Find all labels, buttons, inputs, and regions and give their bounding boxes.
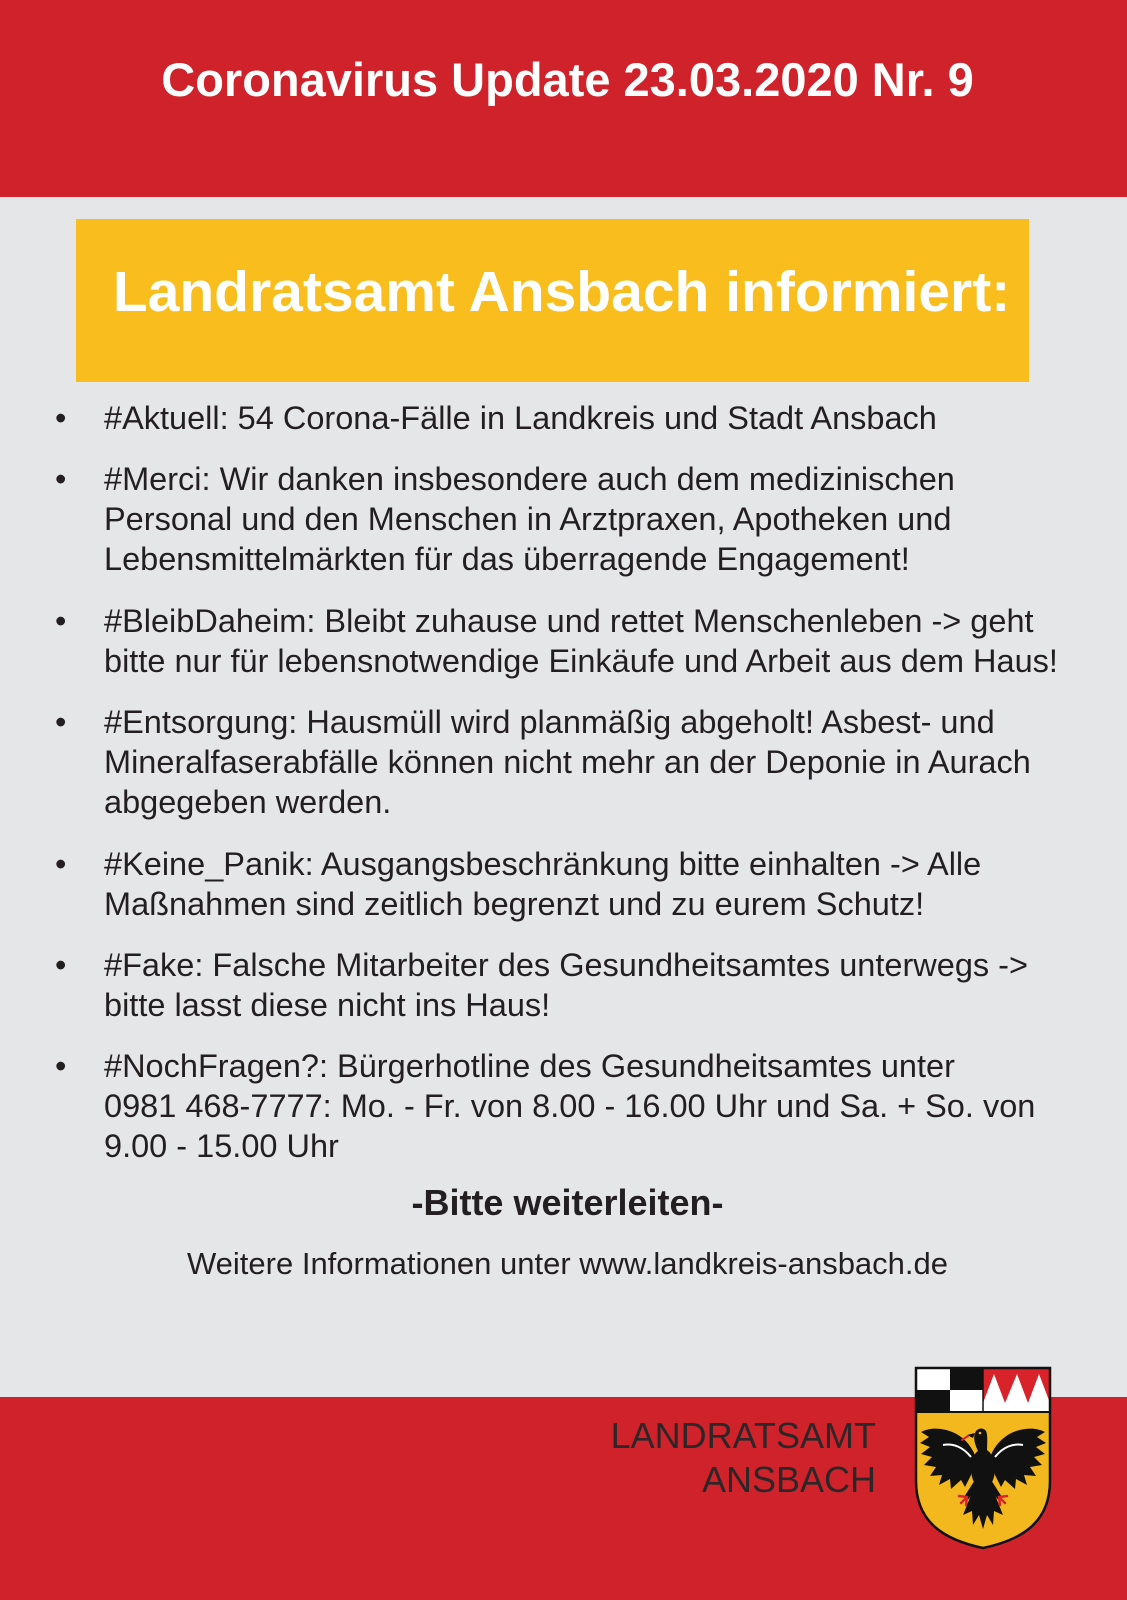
bullet-marker: • (55, 602, 67, 639)
shield-field (913, 1365, 1053, 1551)
list-item-nochfragen (0, 1046, 1127, 1166)
bullet-marker: • (55, 845, 67, 882)
item-line: #Entsorgung: Hausmüll wird planmäßig abgeholt! Asbest- und (104, 704, 995, 741)
item-line: #NochFragen?: Bürgerhotline des Gesundheitsamtes unter (104, 1048, 955, 1085)
list-item-bleibdaheim (0, 601, 1127, 681)
info-banner (76, 219, 1029, 382)
item-line: #Keine_Panik: Ausgangsbeschränkung bitte einhalten -> Alle (104, 845, 982, 882)
banner-title: Landratsamt Ansbach informiert: (112, 260, 1011, 324)
item-text (104, 1046, 1127, 1166)
item-line: bitte nur für lebensnotwendige Einkäufe und Arbeit aus dem Haus! (104, 642, 1058, 679)
item-line: 9.00 - 15.00 Uhr (104, 1128, 339, 1165)
bullet-marker: • (55, 461, 67, 498)
item-line: Personal und den Menschen in Arztpraxen, Apotheken und (104, 501, 952, 538)
chief-franconian-rake (983, 1368, 1050, 1412)
coat-of-arms-icon (913, 1365, 1053, 1551)
bullet-marker: • (55, 946, 67, 983)
item-text (104, 601, 1127, 681)
item-line: 0981 468-7777: Mo. - Fr. von 8.00 - 16.00 Uhr und Sa. + So. von (104, 1088, 1036, 1125)
item-text (104, 844, 1127, 924)
item-line: Lebensmittelmärkten für das überragende Engagement! (104, 541, 910, 578)
chief-quartered (916, 1368, 983, 1412)
header-band (0, 0, 1127, 197)
item-text (104, 945, 1127, 1025)
page-title: Coronavirus Update 23.03.2020 Nr. 9 (161, 53, 974, 106)
more-info-text: Weitere Informationen unter www.landkreis-ansbach.de (186, 1246, 949, 1281)
info-list (0, 398, 1127, 1188)
item-line: bitte lasst diese nicht ins Haus! (104, 986, 551, 1023)
org-name-line1: LANDRATSAMT (610, 1415, 876, 1456)
list-item-keine-panik (0, 844, 1127, 924)
forward-request: -Bitte weiterleiten- (411, 1182, 724, 1223)
list-item-entsorgung (0, 702, 1127, 822)
bullet-marker: • (55, 400, 67, 436)
item-line: #Fake: Falsche Mitarbeiter des Gesundheitsamtes unterwegs -> (104, 946, 1028, 983)
item-line: #Merci: Wir danken insbesondere auch dem medizinischen (104, 461, 955, 498)
item-text (104, 702, 1127, 822)
coat-of-arms-graphic (913, 1365, 1053, 1551)
item-text (104, 459, 1127, 579)
item-line: Mineralfaserabfälle können nicht mehr an der Deponie in Aurach (104, 744, 1031, 781)
item-text (104, 398, 1127, 438)
org-name-line2: ANSBACH (701, 1459, 876, 1500)
bullet-marker: • (55, 704, 67, 741)
list-item-merci (0, 459, 1127, 579)
list-item-fake (0, 945, 1127, 1025)
bullet-marker: • (55, 1048, 67, 1085)
item-line: #BleibDaheim: Bleibt zuhause und rettet Menschenleben -> geht (104, 602, 1034, 639)
item-line: #Aktuell: 54 Corona-Fälle in Landkreis und Stadt Ansbach (104, 400, 937, 436)
item-line: Maßnahmen sind zeitlich begrenzt und zu eurem Schutz! (104, 885, 925, 922)
item-line: abgegeben werden. (104, 784, 392, 821)
list-item-aktuell (0, 398, 1127, 438)
